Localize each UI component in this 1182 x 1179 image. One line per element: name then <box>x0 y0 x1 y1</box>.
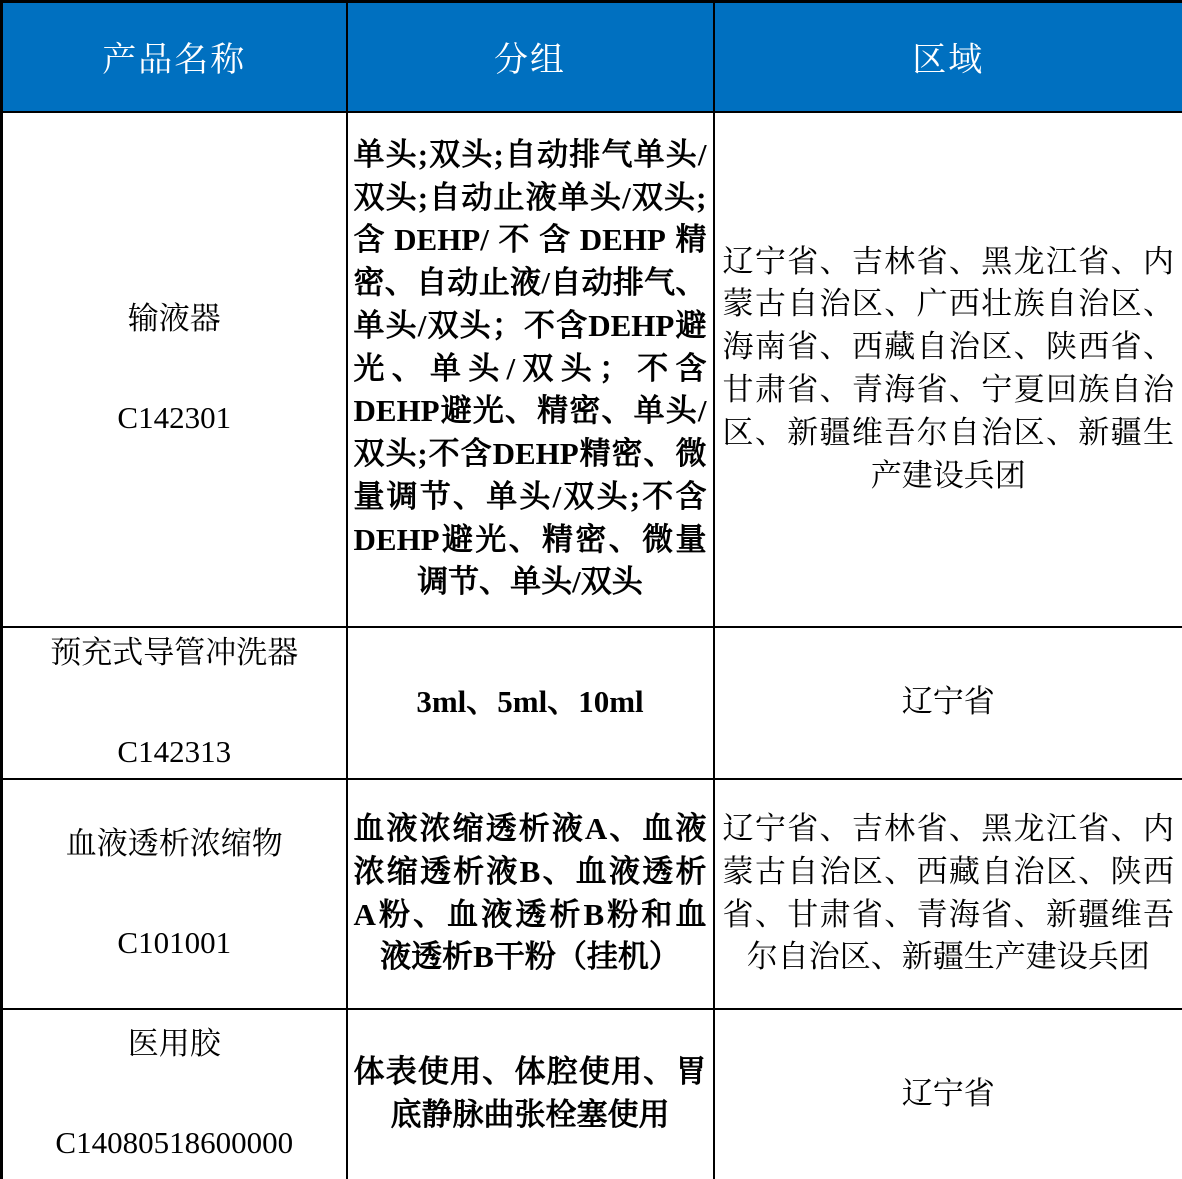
product-code: C14080518600000 <box>55 1125 294 1161</box>
table-row <box>2 627 1182 779</box>
product-name: 血液透析浓缩物 <box>65 825 283 861</box>
table-row <box>2 779 1182 1009</box>
product-cell-inner <box>9 823 340 965</box>
product-code: C142313 <box>117 733 232 769</box>
region-cell: 辽宁省、吉林省、黑龙江省、内蒙古自治区、广西壮族自治区、海南省、西藏自治区、陕西省、甘肃省、青海省、宁夏回族自治区、新疆维吾尔自治区、新疆生产建设兵团 <box>714 112 1182 627</box>
product-cell <box>2 112 347 627</box>
region-cell: 辽宁省 <box>714 1009 1182 1179</box>
product-cell-inner <box>9 298 340 440</box>
region-cell: 辽宁省 <box>714 627 1182 779</box>
product-cell <box>2 1009 347 1179</box>
table-header-row <box>2 2 1182 112</box>
product-cell <box>2 779 347 1009</box>
product-code: C142301 <box>117 400 232 435</box>
product-cell-inner <box>9 1023 340 1165</box>
group-cell: 3ml、5ml、10ml <box>347 627 714 779</box>
column-header-group: 分组 <box>347 2 714 112</box>
column-header-region: 区域 <box>714 2 1182 112</box>
table-row <box>2 1009 1182 1179</box>
product-name: 预充式导管冲洗器 <box>50 634 299 670</box>
group-cell: 体表使用、体腔使用、胃底静脉曲张栓塞使用 <box>347 1009 714 1179</box>
product-code: C101001 <box>117 924 232 960</box>
column-header-product-name: 产品名称 <box>2 2 347 112</box>
product-name: 医用胶 <box>127 1026 221 1062</box>
table-row <box>2 112 1182 627</box>
group-cell: 单头;双头;自动排气单头/双头;自动止液单头/双头;含DEHP/不含DEHP精密、自动止液/自动排气、单头/双头；不含DEHP避光、单头/双头；不含DEHP避光、精密、单头/双头;不含DEHP精密、微量调节、单头/双头;不含DEHP避光、精密、微量调节、单头/双头 <box>347 112 714 627</box>
product-cell-inner <box>9 632 340 774</box>
group-cell: 血液浓缩透析液A、血液浓缩透析液B、血液透析A粉、血液透析B粉和血液透析B干粉（挂机） <box>347 779 714 1009</box>
product-name: 输液器 <box>127 301 221 337</box>
region-cell: 辽宁省、吉林省、黑龙江省、内蒙古自治区、西藏自治区、陕西省、甘肃省、青海省、新疆维吾尔自治区、新疆生产建设兵团 <box>714 779 1182 1009</box>
product-cell <box>2 627 347 779</box>
